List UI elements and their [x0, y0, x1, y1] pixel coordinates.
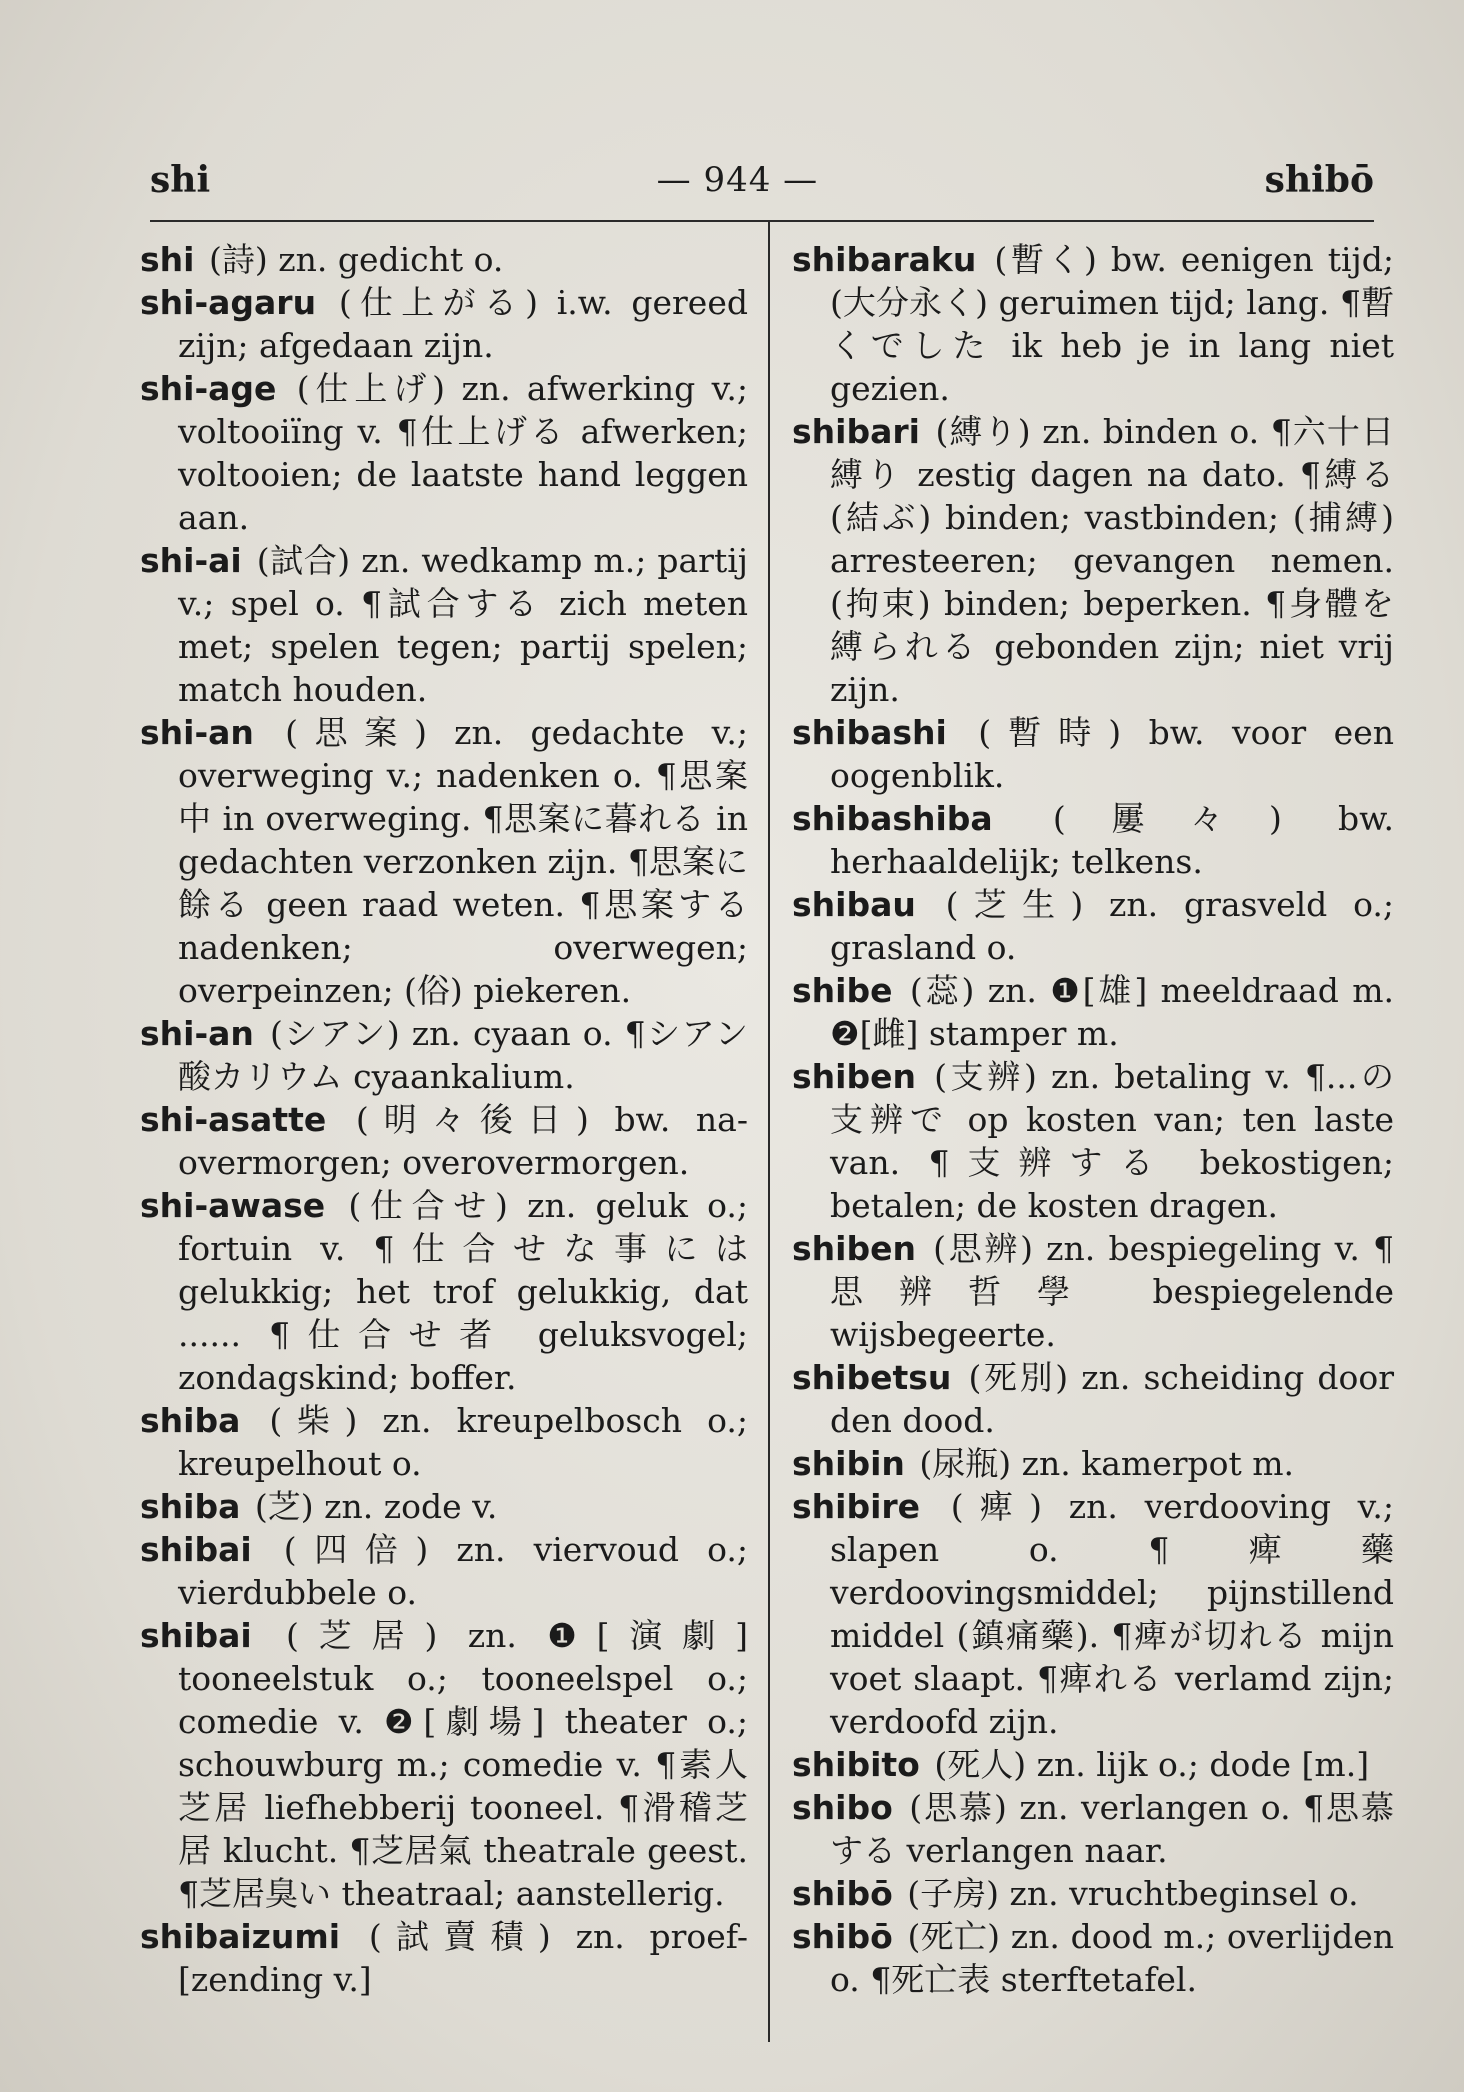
- definition: zn. ❶[雄] meeldraad m. ❷[雌] stamper m.: [830, 971, 1394, 1053]
- dictionary-entry: [140, 1528, 748, 1614]
- headword: shiben: [792, 1229, 916, 1268]
- definition: zn. afwerking v.; voltooiïng v. ¶仕上げる afwerken; voltooien; de laatste hand leggen aan.: [178, 369, 749, 537]
- headword: shibo: [792, 1788, 893, 1827]
- headword: shibetsu: [792, 1358, 952, 1397]
- definition: zn. grasveld o.; grasland o.: [830, 885, 1394, 967]
- dictionary-entry: [792, 1872, 1394, 1915]
- definition: zn. cyaan o. ¶シアン酸カリウム cyaankalium.: [178, 1014, 749, 1096]
- dictionary-entry: [792, 1442, 1394, 1485]
- headword: shibai: [140, 1530, 252, 1569]
- dictionary-entry: [792, 1743, 1394, 1786]
- kanji-form: (暫く): [994, 240, 1097, 279]
- definition: zn. wedkamp m.; partij v.; spel o. ¶試合する zich meten met; spelen tegen; partij spelen; match houden.: [178, 541, 748, 709]
- dictionary-entry: [792, 1786, 1394, 1872]
- headword: shi-agaru: [140, 283, 317, 322]
- left-column: [140, 238, 748, 2001]
- kanji-form: (四倍): [283, 1530, 429, 1569]
- kanji-form: (思慕): [909, 1788, 1007, 1827]
- kanji-form: (芝): [254, 1487, 314, 1526]
- kanji-form: (尿瓶): [919, 1444, 1012, 1483]
- headword: shibai: [140, 1616, 252, 1655]
- headword: shiben: [792, 1057, 916, 1096]
- dictionary-entry: [792, 1055, 1394, 1227]
- dictionary-entry: [140, 1012, 748, 1098]
- dictionary-entry: [140, 1098, 748, 1184]
- headword: shi-an: [140, 1014, 254, 1053]
- kanji-form: (死人): [934, 1745, 1027, 1784]
- kanji-form: (明々後日): [355, 1100, 589, 1139]
- dictionary-entry: [140, 711, 748, 1012]
- dictionary-entry: [140, 1399, 748, 1485]
- definition: bw. voor een oogenblik.: [830, 713, 1394, 795]
- kanji-form: (試賣積): [368, 1917, 551, 1956]
- kanji-form: (仕上がる): [338, 283, 538, 322]
- dictionary-entry: [140, 1184, 748, 1399]
- definition: zn. proef- [zending v.]: [178, 1917, 748, 1999]
- dictionary-entry: [792, 1485, 1394, 1743]
- definition: zn. bespiegeling v. ¶思辨哲學 bespiegelende wijsbegeerte.: [830, 1229, 1395, 1354]
- headword: shiba: [140, 1401, 241, 1440]
- definition: zn. zode v.: [324, 1487, 498, 1526]
- dictionary-entry: [792, 1915, 1394, 2001]
- headword: shibari: [792, 412, 920, 451]
- headword: shi-awase: [140, 1186, 326, 1225]
- kanji-form: (暫時): [978, 713, 1122, 752]
- headword: shi-age: [140, 369, 277, 408]
- right-guide-word: shibō: [1264, 159, 1374, 201]
- headword: shi: [140, 240, 195, 279]
- definition: bw. eenigen tijd; (大分永く) geruimen tijd; lang. ¶暫くでした ik heb je in lang niet gezien.: [830, 240, 1394, 408]
- definition: zn. kreupelbosch o.; kreupelhout o.: [178, 1401, 748, 1483]
- headword: shibashi: [792, 713, 947, 752]
- kanji-form: (芝居): [286, 1616, 438, 1655]
- definition: zn. binden o. ¶六十日縛り zestig dagen na dato. ¶縛る (結ぶ) binden; vastbinden; (捕縛) arresteeren; gevangen nemen. (拘束) binden; beperken. ¶身體を縛られる gebonden zijn; niet vrij zijn.: [830, 412, 1394, 709]
- headword: shi-an: [140, 713, 254, 752]
- definition: bw. na-overmorgen; overovermorgen.: [178, 1100, 749, 1182]
- dictionary-entry: [140, 1614, 748, 1915]
- running-head: [150, 150, 1374, 210]
- kanji-form: (死別): [968, 1358, 1069, 1397]
- kanji-form: (思辨): [933, 1229, 1033, 1268]
- headword: shibe: [792, 971, 893, 1010]
- kanji-form: (芝生): [945, 885, 1084, 924]
- headword: shibito: [792, 1745, 920, 1784]
- dictionary-entry: [140, 539, 748, 711]
- right-column: [792, 238, 1394, 2001]
- dictionary-entry: [792, 1227, 1394, 1356]
- kanji-form: (仕上げ): [296, 369, 446, 408]
- headword: shi-asatte: [140, 1100, 327, 1139]
- header-rule: [150, 220, 1374, 222]
- page-number: — 944 —: [656, 160, 819, 200]
- headword: shibō: [792, 1917, 893, 1956]
- definition: bw. herhaaldelijk; telkens.: [830, 799, 1394, 881]
- dictionary-entry: [792, 711, 1394, 797]
- dictionary-entry: [792, 883, 1394, 969]
- dictionary-entry: [140, 281, 748, 367]
- definition: zn. dood m.; overlijden o. ¶死亡表 sterftetafel.: [830, 1917, 1394, 1999]
- headword: shibau: [792, 885, 916, 924]
- definition: zn. gedicht o.: [278, 240, 504, 279]
- definition: zn. scheiding door den dood.: [830, 1358, 1394, 1440]
- kanji-form: (痺): [950, 1487, 1042, 1526]
- dictionary-entry: [792, 969, 1394, 1055]
- definition: zn. geluk o.; fortuin v. ¶仕合せな事には gelukkig; het trof gelukkig, dat ...... ¶仕合せ者 geluksvogel; zondagskind; boffer.: [178, 1186, 748, 1397]
- definition: zn. kamerpot m.: [1021, 1444, 1295, 1483]
- kanji-form: (死亡): [907, 1917, 1000, 1956]
- kanji-form: (シアン): [269, 1014, 400, 1053]
- definition: zn. viervoud o.; vierdubbele o.: [178, 1530, 748, 1612]
- dictionary-entry: [140, 1915, 748, 2001]
- headword: shibin: [792, 1444, 905, 1483]
- dictionary-entry: [140, 367, 748, 539]
- dictionary-entry: [792, 1356, 1394, 1442]
- definition: zn. lijk o.; dode [m.]: [1036, 1745, 1370, 1784]
- kanji-form: (屢々): [1052, 799, 1282, 838]
- kanji-form: (縛り): [935, 412, 1031, 451]
- headword: shibō: [792, 1874, 893, 1913]
- column-divider: [768, 222, 770, 2042]
- definition: zn. verdooving v.; slapen o. ¶痺藥 verdoovingsmiddel; pijnstillend middel (鎮痛藥). ¶痺が切れる mijn voet slaapt. ¶痺れる verlamd zijn; verdoofd zijn.: [830, 1487, 1395, 1741]
- kanji-form: (思案): [285, 713, 427, 752]
- headword: shibashiba: [792, 799, 993, 838]
- definition: zn. gedachte v.; overweging v.; nadenken o. ¶思案中 in overweging. ¶思案に暮れる in gedachten verzonken zijn. ¶思案に餘る geen raad weten. ¶思案する nadenken; overwegen; overpeinzen; (俗) piekeren.: [178, 713, 748, 1010]
- kanji-form: (仕合せ): [348, 1186, 508, 1225]
- definition: zn. verlangen o. ¶思慕する verlangen naar.: [830, 1788, 1394, 1870]
- kanji-form: (柴): [269, 1401, 358, 1440]
- definition: zn. vruchtbeginsel o.: [1009, 1874, 1359, 1913]
- dictionary-entry: [792, 797, 1394, 883]
- definition: zn. betaling v. ¶...の支辨で op kosten van; ten laste van. ¶支辨する bekostigen; betalen; de kosten dragen.: [830, 1057, 1394, 1225]
- kanji-form: (子房): [907, 1874, 999, 1913]
- dictionary-entry: [792, 410, 1394, 711]
- left-guide-word: shi: [150, 159, 211, 201]
- headword: shibaraku: [792, 240, 977, 279]
- headword: shi-ai: [140, 541, 242, 580]
- dictionary-entry: [792, 238, 1394, 410]
- kanji-form: (試合): [256, 541, 351, 580]
- definition: zn. ❶[演劇] tooneelstuk o.; tooneelspel o.; comedie v. ❷[劇場] theater o.; schouwburg m.; comedie v. ¶素人芝居 liefhebberij tooneel. ¶滑稽芝居 klucht. ¶芝居氣 theatrale geest. ¶芝居臭い theatraal; aanstellerig.: [178, 1616, 748, 1913]
- kanji-form: (蕊): [909, 971, 975, 1010]
- headword: shiba: [140, 1487, 241, 1526]
- definition: i.w. gereed zijn; afgedaan zijn.: [178, 283, 748, 365]
- kanji-form: (詩): [208, 240, 268, 279]
- dictionary-entry: [140, 238, 748, 281]
- headword: shibaizumi: [140, 1917, 341, 1956]
- dictionary-entry: [140, 1485, 748, 1528]
- kanji-form: (支辨): [934, 1057, 1037, 1096]
- headword: shibire: [792, 1487, 921, 1526]
